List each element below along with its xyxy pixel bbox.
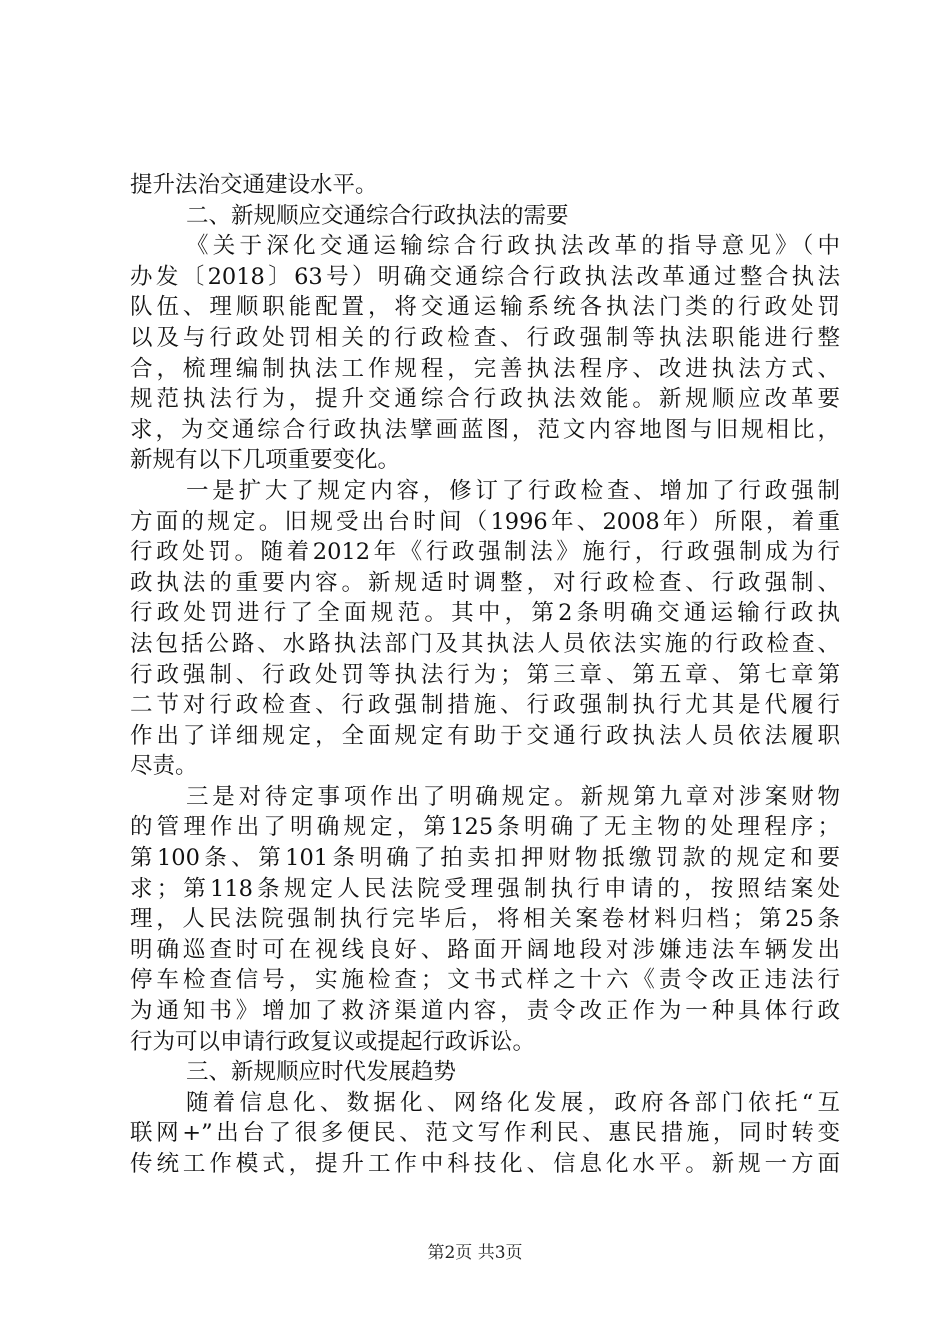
text-line: 行政处罚。随着2012年《行政强制法》施行，行政强制成为行 xyxy=(130,539,840,566)
text-line: 一是扩大了规定内容，修订了行政检查、增加了行政强制 xyxy=(186,477,840,504)
text-line: 提升法治交通建设水平。 xyxy=(130,172,378,198)
text-line: 求，为交通综合行政执法擘画蓝图，范文内容地图与旧规相比， xyxy=(130,416,840,443)
text-line: 求；第118条规定人民法院受理强制执行申请的，按照结案处 xyxy=(130,875,840,902)
text-line: 队伍、理顺职能配置，将交通运输系统各执法门类的行政处罚 xyxy=(130,294,840,321)
text-line: 行政强制、行政处罚等执法行为；第三章、第五章、第七章第 xyxy=(130,661,840,688)
text-line: 尽责。 xyxy=(130,753,198,780)
page-footer: 第2页 共3页 xyxy=(427,1243,523,1263)
text-line: 以及与行政处罚相关的行政检查、行政强制等执法职能进行整 xyxy=(130,324,840,351)
text-line: 行政处罚进行了全面规范。其中，第2条明确交通运输行政执 xyxy=(130,600,840,627)
text-line: 为通知书》增加了救济渠道内容，责令改正作为一种具体行政 xyxy=(130,998,840,1025)
text-line: 行为可以申请行政复议或提起行政诉讼。 xyxy=(130,1028,536,1055)
text-line: 第100条、第101条明确了拍卖扣押财物抵缴罚款的规定和要 xyxy=(130,845,840,872)
text-line: 政执法的重要内容。新规适时调整，对行政检查、行政强制、 xyxy=(130,569,840,596)
text-line: 合，梳理编制执法工作规程，完善执法程序、改进执法方式、 xyxy=(130,355,840,382)
text-line: 作出了详细规定，全面规定有助于交通行政执法人员依法履职 xyxy=(130,722,840,749)
text-line: 停车检查信号，实施检查；文书式样之十六《责令改正违法行 xyxy=(130,967,840,994)
text-line: 二节对行政检查、行政强制措施、行政强制执行尤其是代履行 xyxy=(130,692,840,719)
text-line: 方面的规定。旧规受出台时间（1996年、2008年）所限，着重 xyxy=(130,508,840,535)
text-line: 的管理作出了明确规定，第125条明确了无主物的处理程序； xyxy=(130,814,840,841)
text-line: 传统工作模式，提升工作中科技化、信息化水平。新规一方面 xyxy=(130,1151,840,1177)
text-line: 随着信息化、数据化、网络化发展，政府各部门依托“互 xyxy=(186,1089,840,1116)
text-line: 《关于深化交通运输综合行政执法改革的指导意见》（中 xyxy=(186,233,840,260)
text-line: 法包括公路、水路执法部门及其执法人员依法实施的行政检查、 xyxy=(130,630,840,657)
text-line: 三是对待定事项作出了明确规定。新规第九章对涉案财物 xyxy=(186,783,840,810)
text-line: 三、新规顺应时代发展趋势 xyxy=(186,1059,457,1086)
text-line: 联网+”出台了很多便民、范文写作利民、惠民措施，同时转变 xyxy=(130,1120,840,1147)
text-line: 理，人民法院强制执行完毕后，将相关案卷材料归档；第25条 xyxy=(130,906,840,933)
text-line: 规范执法行为，提升交通综合行政执法效能。新规顺应改革要 xyxy=(130,386,840,413)
text-line: 明确巡查时可在视线良好、路面开阔地段对涉嫌违法车辆发出 xyxy=(130,936,840,963)
text-line: 办发〔2018〕63号）明确交通综合行政执法改革通过整合执法 xyxy=(130,263,840,290)
text-line: 二、新规顺应交通综合行政执法的需要 xyxy=(186,202,569,229)
document-body xyxy=(130,170,840,1180)
text-line: 新规有以下几项重要变化。 xyxy=(130,447,401,474)
